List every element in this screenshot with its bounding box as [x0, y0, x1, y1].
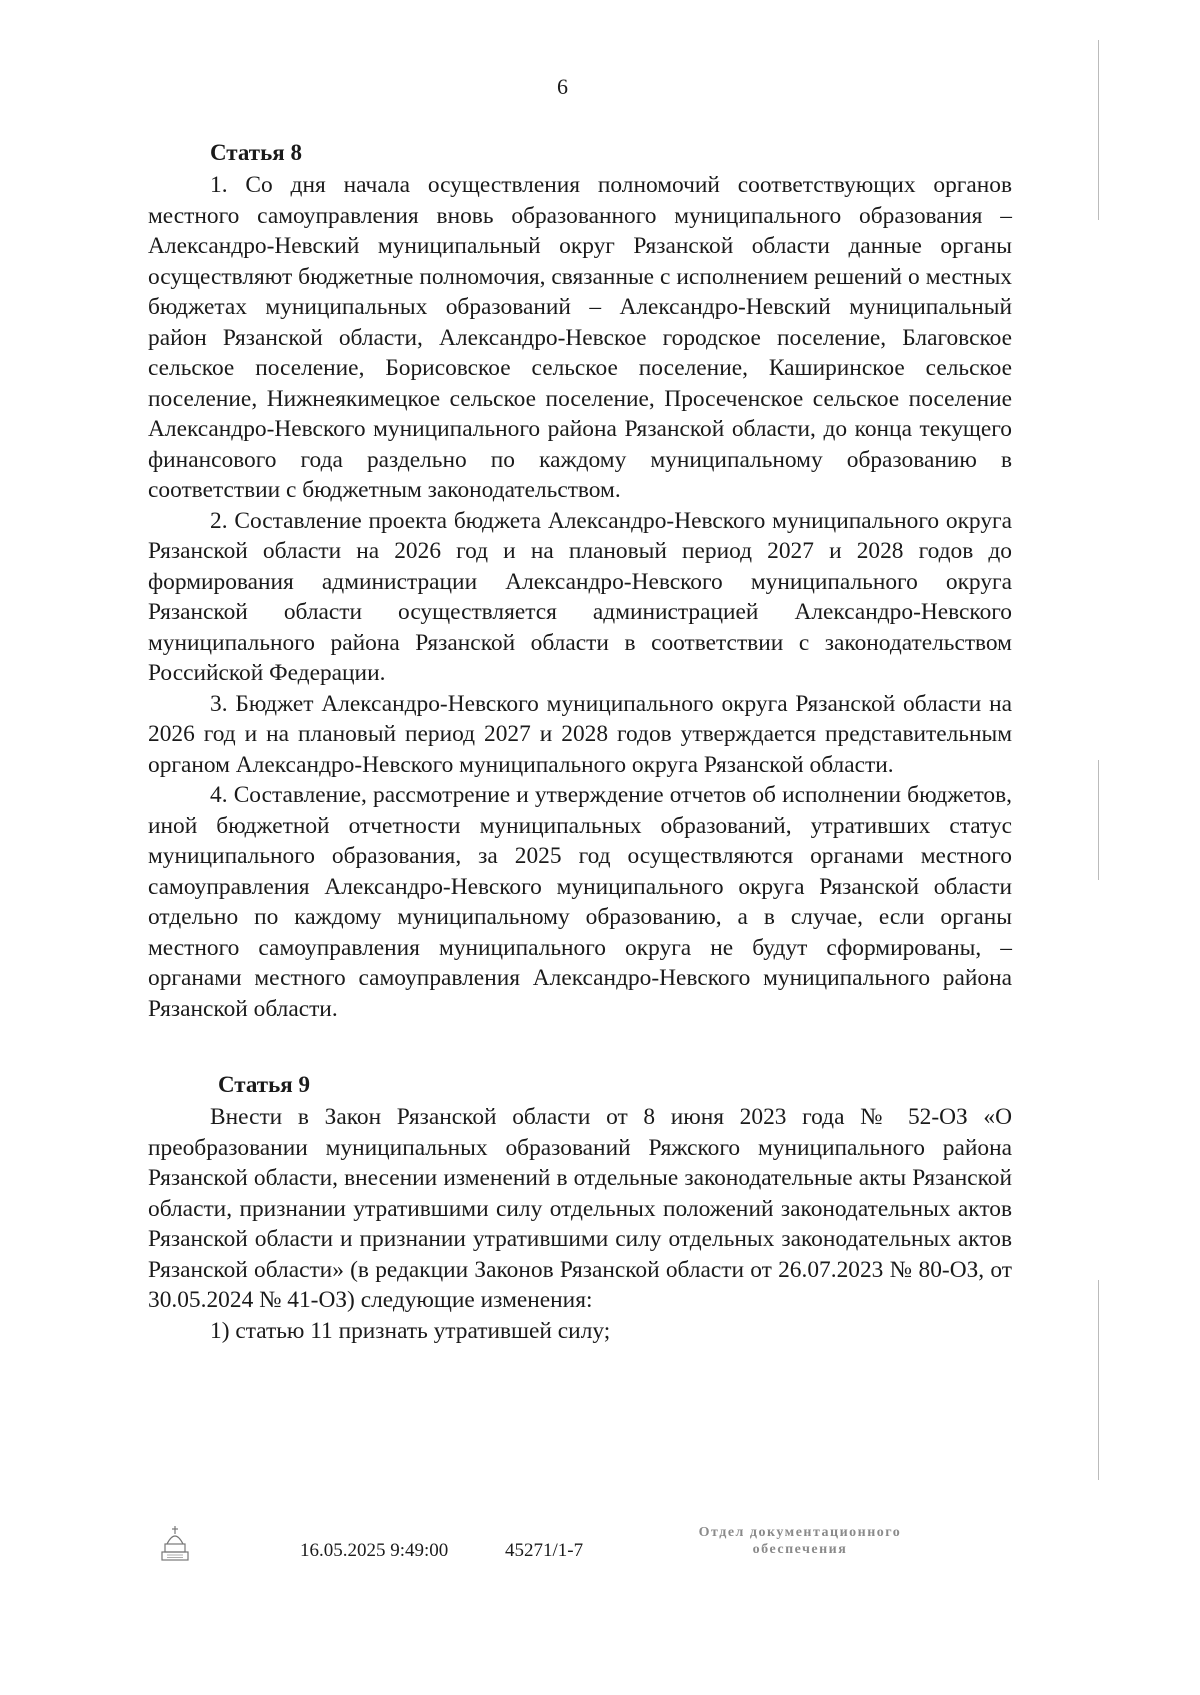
- footer-document-code: 45271/1-7: [505, 1540, 584, 1561]
- article-9-heading: Статья 9: [218, 1072, 310, 1097]
- scan-edge-mark: [1098, 1280, 1099, 1480]
- article-9-paragraph-1: Внести в Закон Рязанской области от 8 июня 2023 года № 52-ОЗ «О преобразовании муниципальных образований Ряжского муниципального района Рязанской области, внесении изменений в отдельные законодательные акты Рязанской области, признании утратившими силу отдельных положений законодательных актов Рязанской области и признании утратившими силу отдельных законодательных актов Рязанской области» (в редакции Законов Рязанской области от 26.07.2023 № 80-ОЗ, от 30.05.2024 № 41-ОЗ) следующие изменения:: [148, 1104, 1012, 1313]
- scan-edge-mark: [1098, 40, 1099, 220]
- article-8-heading: Статья 8: [210, 140, 302, 165]
- department-stamp: [650, 1524, 950, 1558]
- article-8-paragraph-3: 3. Бюджет Александро-Невского муниципального округа Рязанской области на 2026 год и на плановый период 2027 и 2028 годов утверждается представительным органом Александро-Невского муниципального округа Рязанской области.: [148, 690, 1012, 778]
- article-9-item-1: 1) статью 11 признать утратившей силу;: [210, 1317, 611, 1344]
- footer-date: 16.05.2025 9:49:00: [300, 1540, 449, 1561]
- page-footer: [0, 1522, 1200, 1582]
- coat-of-arms-icon: [158, 1522, 192, 1562]
- scan-edge-mark: [1098, 760, 1099, 880]
- stamp-line-2: обеспечения: [752, 1542, 848, 1557]
- article-8-paragraph-2: 2. Составление проекта бюджета Александро-Невского муниципального округа Рязанской области на 2026 год и на плановый период 2027 и 2028 годов до формирования администрации Александро-Невского муниципального округа Рязанской области осуществляется администрацией Александро-Невского муниципального района Рязанской области в соответствии с законодательством Российской Федерации.: [148, 507, 1012, 686]
- article-8-paragraph-1: 1. Со дня начала осуществления полномочий соответствующих органов местного самоуправления вновь образованного муниципального образования – Александро-Невский муниципальный округ Рязанской области данные органы осуществляют бюджетные полномочия, связанные с исполнением решений о местных бюджетах муниципальных образований – Александро-Невский муниципальный район Рязанской области, Александро-Невское городское поселение, Благовское сельское поселение, Борисовское сельское поселение, Каширинское сельское поселение, Нижнеякимецкое сельское поселение, Просеченское сельское поселение Александро-Невского муниципального района Рязанской области, до конца текущего финансового года раздельно по каждому муниципальному образованию в соответствии с бюджетным законодательством.: [148, 172, 1012, 503]
- article-8-paragraph-4: 4. Составление, рассмотрение и утверждение отчетов об исполнении бюджетов, иной бюджетной отчетности муниципальных образований, утративших статус муниципального образования, за 2025 год осуществляются органами местного самоуправления Александро-Невского муниципального округа Рязанской области отдельно по каждому муниципальному образованию, а в случае, если органы местного самоуправления муниципального округа не будут сформированы, – органами местного самоуправления Александро-Невского муниципального района Рязанской области.: [148, 782, 1012, 1022]
- document-body: [148, 138, 1012, 1346]
- stamp-line-1: Отдел документационного: [698, 1525, 902, 1540]
- page-number: 6: [557, 74, 568, 99]
